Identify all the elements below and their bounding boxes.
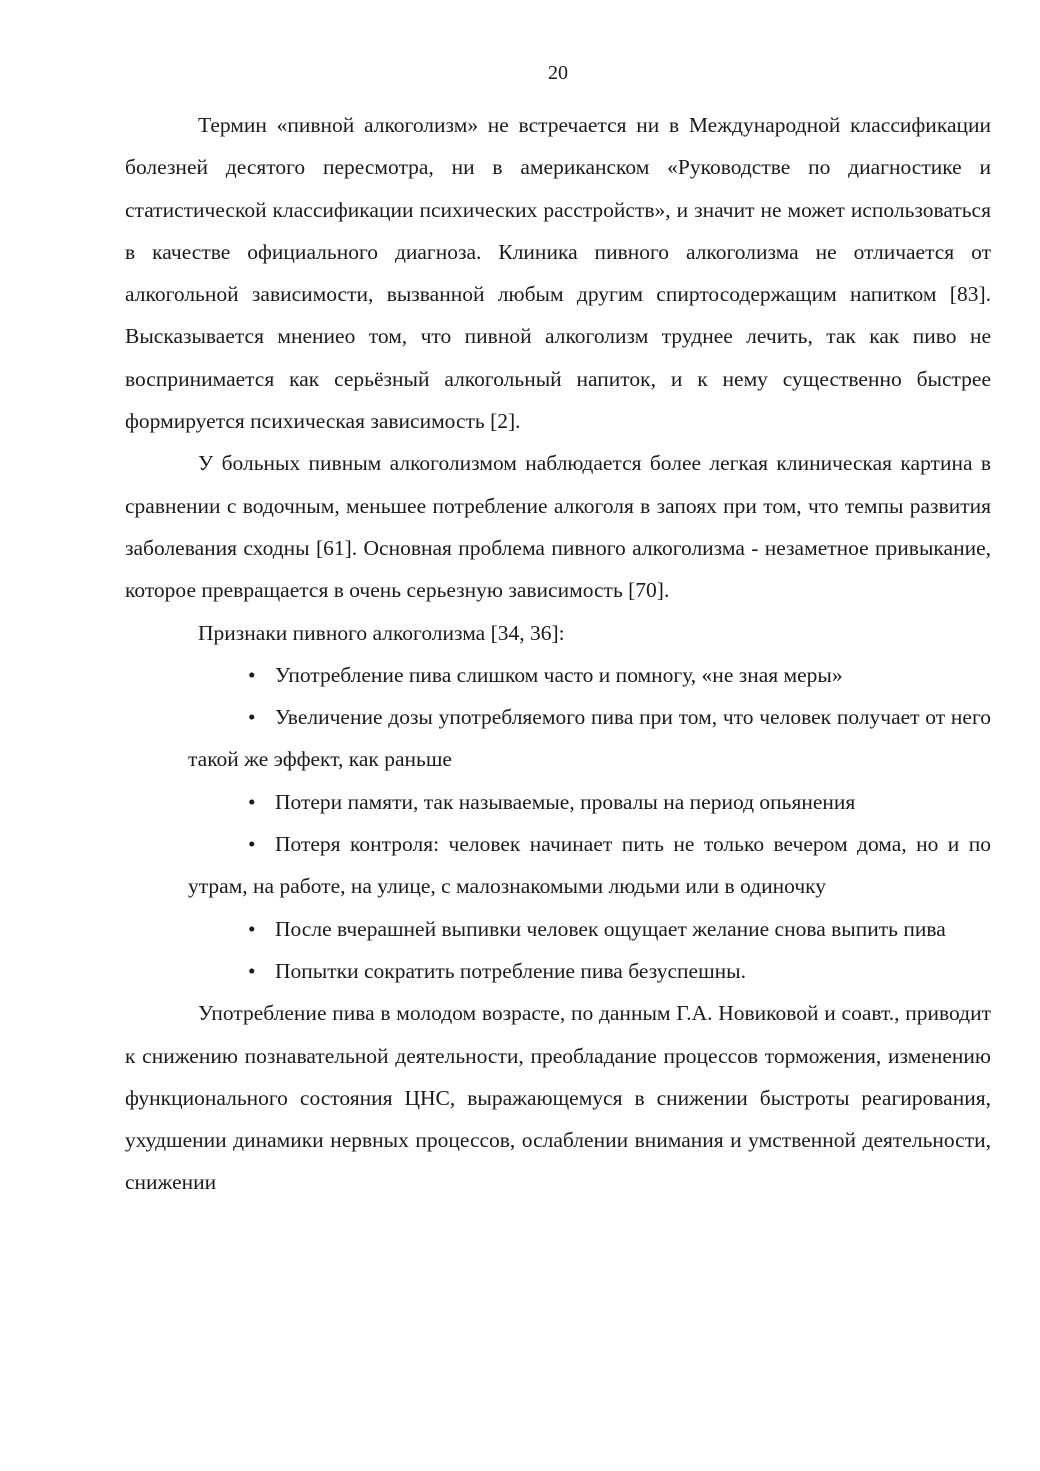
bullet-icon: • xyxy=(248,705,256,730)
list-item xyxy=(125,696,991,781)
bullet-icon: • xyxy=(248,916,256,941)
body-text xyxy=(125,104,991,1204)
signs-list xyxy=(125,654,991,992)
paragraph-clinical-picture: У больных пивным алкоголизмом наблюдается более легкая клиническая картина в сравнении с водочным, меньшее потребление алкоголя в запоях при том, что темпы развития заболевания сходны [61]. Основная проблема пивного алкоголизма - незаметное привыкание, которое превращается в очень серьезную зависимость [70]. xyxy=(125,451,991,603)
list-item xyxy=(125,950,991,992)
list-item xyxy=(125,654,991,696)
list-item xyxy=(125,908,991,950)
bullet-icon: • xyxy=(248,958,256,983)
list-item-text: Попытки сократить потребление пива безуспешны. xyxy=(275,958,746,983)
paragraph-young-age-effects: Употребление пива в молодом возрасте, по данным Г.А. Новиковой и соавт., приводит к снижению познавательной деятельности, преобладание процессов торможения, изменению функционального состояния ЦНС, выражающемуся в снижении быстроты реагирования, ухудшении динамики нервных процессов, ослаблении внимания и умственной деятельности, снижении xyxy=(125,1001,991,1195)
bullet-icon: • xyxy=(248,832,256,857)
bullet-icon: • xyxy=(248,789,256,814)
bullet-icon: • xyxy=(248,662,256,687)
list-item-text: Увеличение дозы употребляемого пива при том, что человек получает от него такой же эффект, как раньше xyxy=(188,705,991,772)
list-item-text: Потери памяти, так называемые, провалы на период опьянения xyxy=(275,789,856,814)
signs-intro: Признаки пивного алкоголизма [34, 36]: xyxy=(198,620,565,645)
list-item-text: Употребление пива слишком часто и помногу, «не зная меры» xyxy=(275,662,843,687)
page-number: 20 xyxy=(548,62,568,84)
paragraph-beer-alcoholism-term: Термин «пивной алкоголизм» не встречается ни в Международной классификации болезней десятого пересмотра, ни в американском «Руководстве по диагностике и статистической классификации психических расстройств», и значит не может использоваться в качестве официального диагноза. Клиника пивного алкоголизма не отличается от алкогольной зависимости, вызванной любым другим спиртосодержащим напитком [83]. Высказывается мнениео том, что пивной алкоголизм труднее лечить, так как пиво не воспринимается как серьёзный алкогольный напиток, и к нему существенно быстрее формируется психическая зависимость [2]. xyxy=(125,113,991,434)
list-item-text: После вчерашней выпивки человек ощущает желание снова выпить пива xyxy=(275,916,946,941)
list-item xyxy=(125,823,991,908)
list-item xyxy=(125,781,991,823)
list-item-text: Потеря контроля: человек начинает пить не только вечером дома, но и по утрам, на работе, на улице, с малознакомыми людьми или в одиночку xyxy=(188,832,991,899)
